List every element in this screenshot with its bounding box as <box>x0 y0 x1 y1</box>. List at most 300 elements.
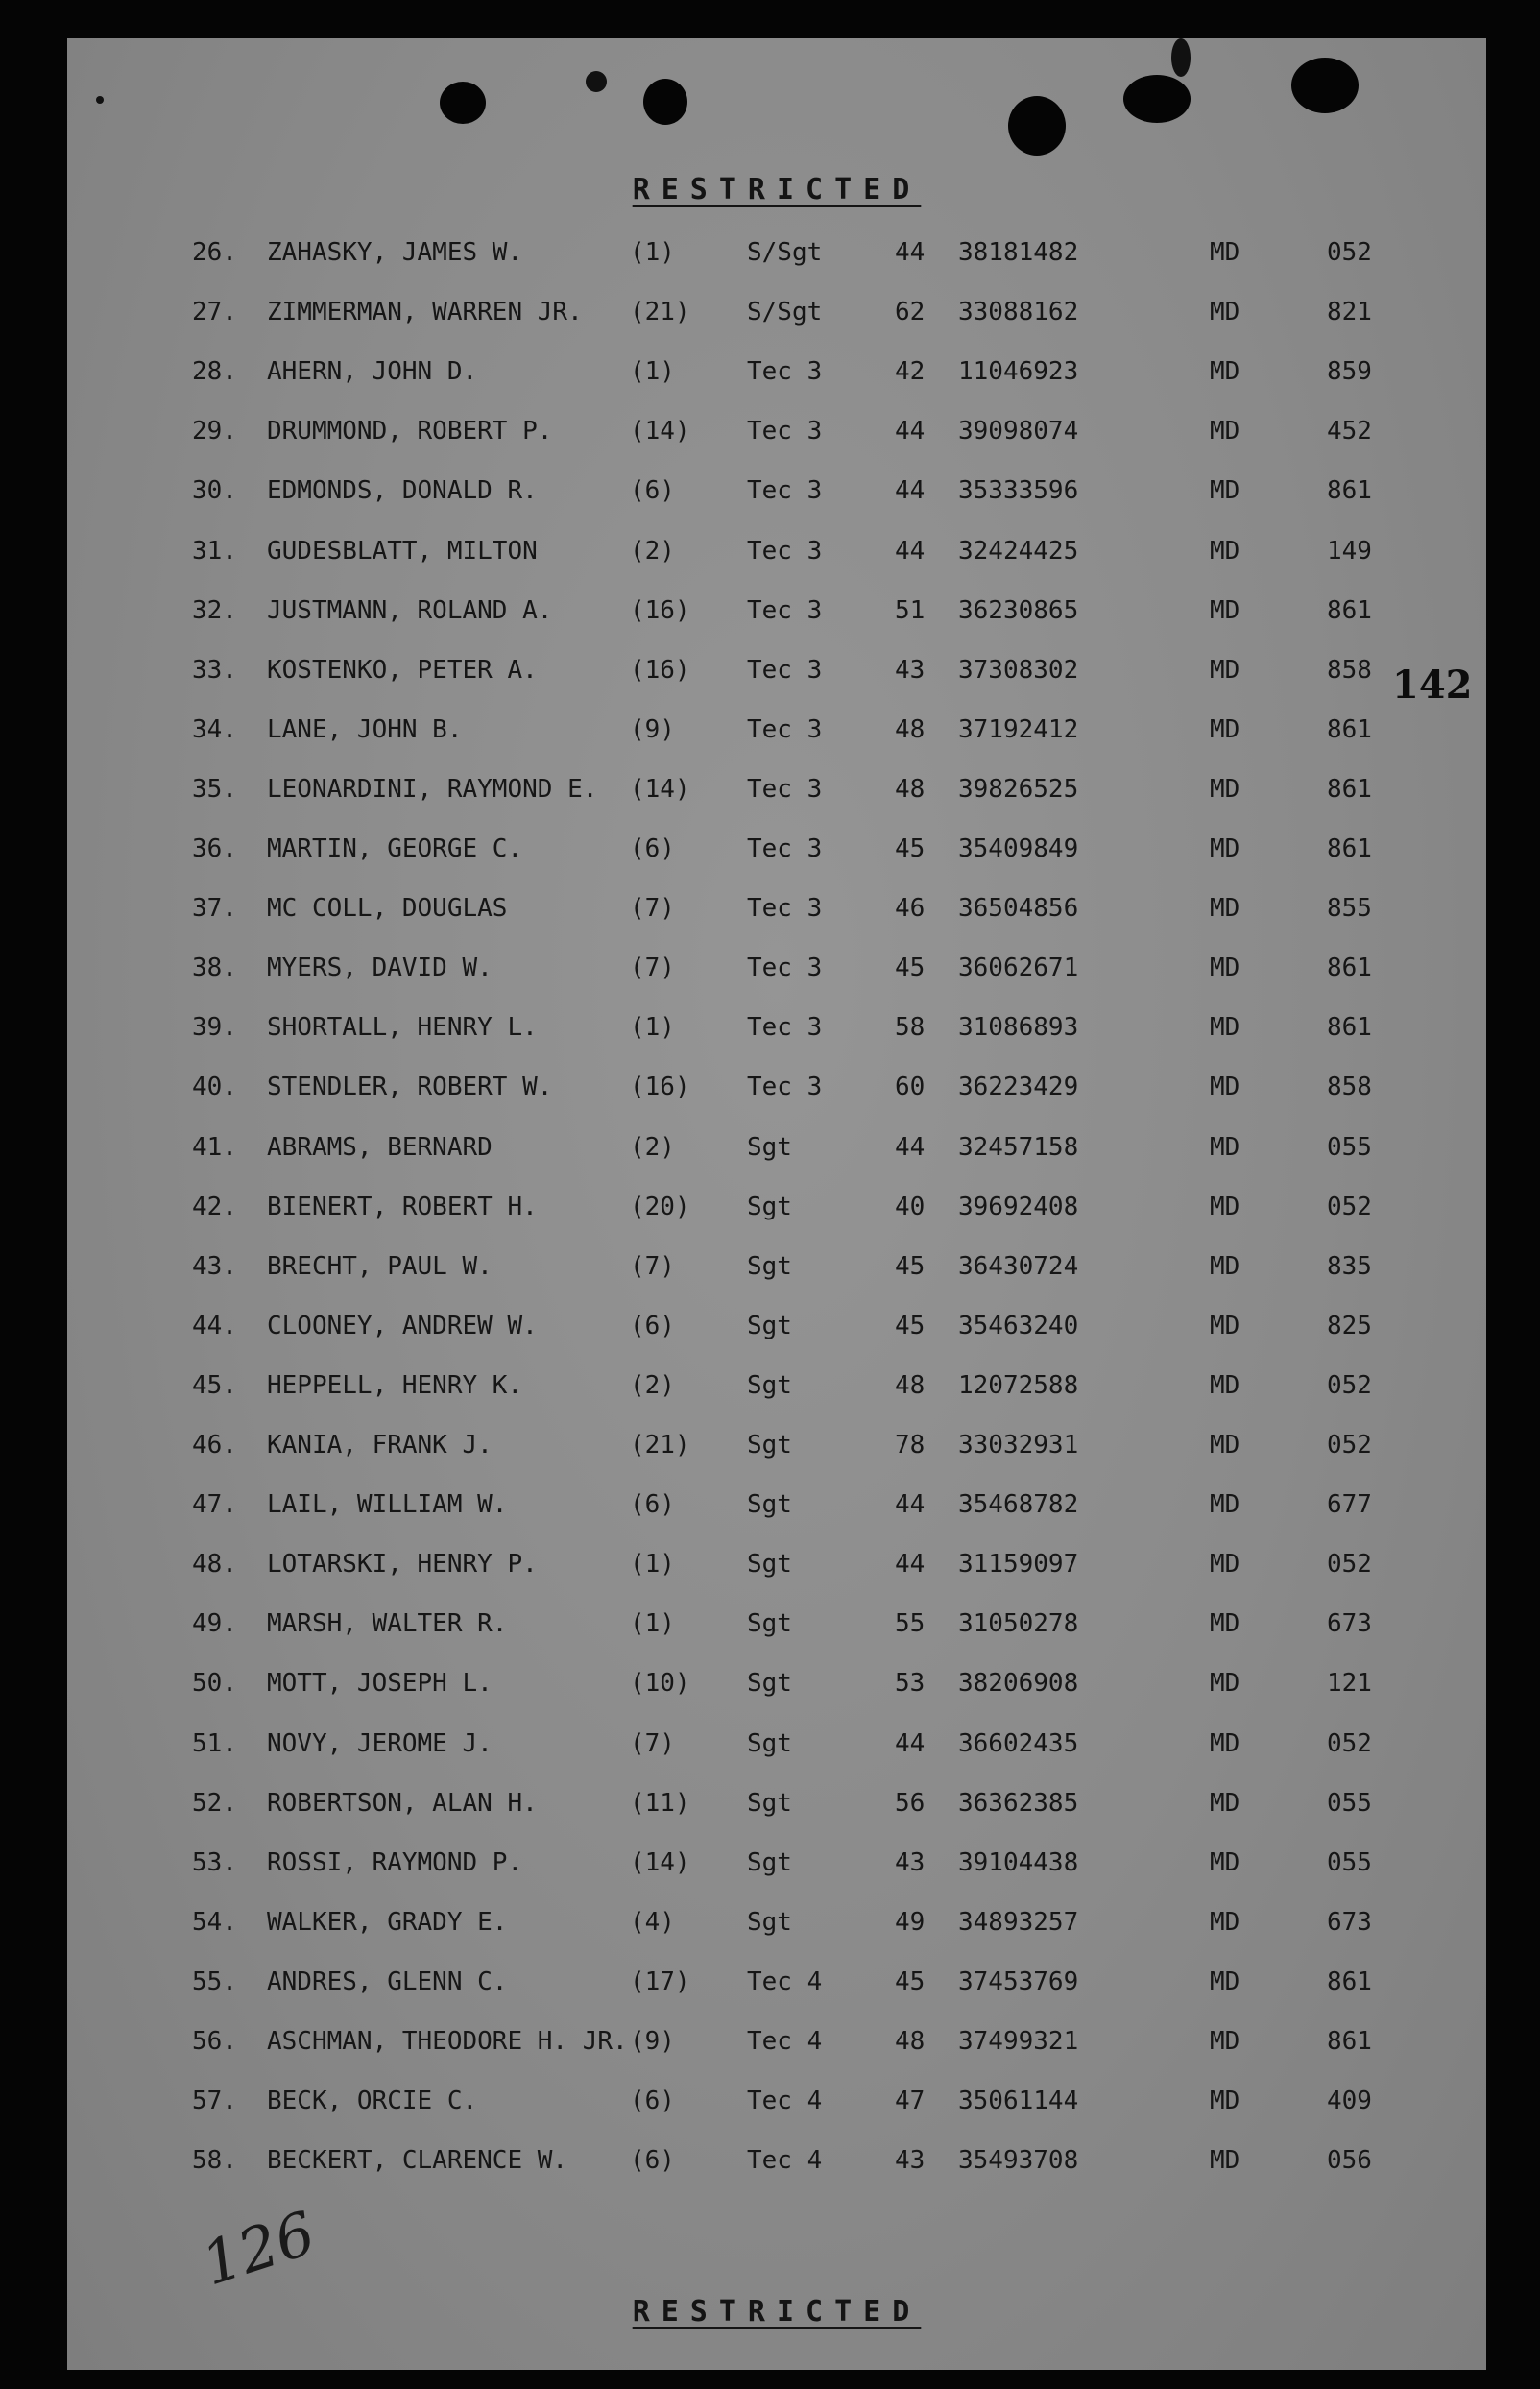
table-row <box>67 1358 1486 1413</box>
cell-unit: MD <box>1210 1132 1240 1162</box>
cell-serial: 34893257 <box>958 1907 1079 1937</box>
cell-number: 48. <box>192 1550 237 1580</box>
cell-number: 50. <box>192 1669 237 1699</box>
table-row <box>67 583 1486 639</box>
cell-serial: 38206908 <box>958 1669 1079 1699</box>
cell-serial: 37499321 <box>958 2027 1079 2056</box>
cell-rank: Sgt <box>747 1132 792 1162</box>
cell-number: 30. <box>192 476 237 506</box>
cell-code: (21) <box>630 1431 690 1460</box>
cell-mos: 052 <box>1327 238 1372 267</box>
cell-rank: Sgt <box>747 1490 792 1520</box>
cell-age: 44 <box>895 417 926 446</box>
cell-serial: 36230865 <box>958 595 1079 625</box>
cell-age: 45 <box>895 953 926 983</box>
cell-serial: 36504856 <box>958 894 1079 924</box>
cell-mos: 861 <box>1327 834 1372 863</box>
cell-code: (1) <box>630 1013 675 1043</box>
table-row <box>67 761 1486 817</box>
table-row <box>67 403 1486 459</box>
cell-unit: MD <box>1210 298 1240 327</box>
cell-unit: MD <box>1210 1788 1240 1818</box>
cell-mos: 858 <box>1327 655 1372 685</box>
cell-mos: 861 <box>1327 1967 1372 1996</box>
table-row <box>67 463 1486 519</box>
cell-name: AHERN, JOHN D. <box>267 357 478 387</box>
cell-number: 47. <box>192 1490 237 1520</box>
table-row <box>67 1716 1486 1772</box>
cell-serial: 12072588 <box>958 1370 1079 1400</box>
cell-number: 45. <box>192 1370 237 1400</box>
cell-unit: MD <box>1210 1013 1240 1043</box>
cell-name: BRECHT, PAUL W. <box>267 1251 493 1281</box>
cell-rank: Tec 3 <box>747 1013 823 1043</box>
cell-age: 45 <box>895 834 926 863</box>
cell-age: 44 <box>895 1728 926 1758</box>
cell-rank: Tec 3 <box>747 953 823 983</box>
cell-mos: 052 <box>1327 1728 1372 1758</box>
cell-code: (1) <box>630 357 675 387</box>
cell-number: 37. <box>192 894 237 924</box>
table-row <box>67 821 1486 877</box>
cell-rank: Sgt <box>747 1192 792 1221</box>
cell-mos: 052 <box>1327 1550 1372 1580</box>
cell-name: LOTARSKI, HENRY P. <box>267 1550 538 1580</box>
cell-mos: 409 <box>1327 2087 1372 2116</box>
cell-serial: 35061144 <box>958 2087 1079 2116</box>
cell-name: MC COLL, DOUGLAS <box>267 894 508 924</box>
cell-name: ASCHMAN, THEODORE H. JR. <box>267 2027 628 2056</box>
cell-unit: MD <box>1210 238 1240 267</box>
cell-mos: 677 <box>1327 1490 1372 1520</box>
table-row <box>67 642 1486 698</box>
cell-rank: Tec 3 <box>747 655 823 685</box>
cell-number: 33. <box>192 655 237 685</box>
cell-serial: 39826525 <box>958 774 1079 804</box>
cell-unit: MD <box>1210 2146 1240 2176</box>
cell-name: NOVY, JEROME J. <box>267 1728 493 1758</box>
cell-serial: 36362385 <box>958 1788 1079 1818</box>
cell-unit: MD <box>1210 357 1240 387</box>
cell-serial: 36223429 <box>958 1073 1079 1102</box>
cell-number: 56. <box>192 2027 237 2056</box>
cell-code: (16) <box>630 1073 690 1102</box>
cell-serial: 11046923 <box>958 357 1079 387</box>
cell-code: (14) <box>630 1847 690 1877</box>
cell-serial: 31086893 <box>958 1013 1079 1043</box>
cell-code: (2) <box>630 1132 675 1162</box>
table-row <box>67 1120 1486 1175</box>
cell-rank: Sgt <box>747 1431 792 1460</box>
cell-age: 55 <box>895 1609 926 1639</box>
cell-name: ANDRES, GLENN C. <box>267 1967 508 1996</box>
cell-rank: Tec 3 <box>747 894 823 924</box>
cell-code: (7) <box>630 1251 675 1281</box>
cell-mos: 055 <box>1327 1132 1372 1162</box>
cell-rank: Tec 3 <box>747 357 823 387</box>
cell-age: 44 <box>895 536 926 566</box>
cell-name: GUDESBLATT, MILTON <box>267 536 538 566</box>
cell-number: 26. <box>192 238 237 267</box>
cell-number: 38. <box>192 953 237 983</box>
cell-age: 60 <box>895 1073 926 1102</box>
cell-rank: Sgt <box>747 1370 792 1400</box>
cell-name: ROBERTSON, ALAN H. <box>267 1788 538 1818</box>
cell-code: (16) <box>630 595 690 625</box>
cell-serial: 37453769 <box>958 1967 1079 1996</box>
cell-serial: 31050278 <box>958 1609 1079 1639</box>
cell-serial: 32457158 <box>958 1132 1079 1162</box>
cell-age: 44 <box>895 238 926 267</box>
cell-unit: MD <box>1210 1847 1240 1877</box>
cell-code: (1) <box>630 1609 675 1639</box>
cell-name: ABRAMS, BERNARD <box>267 1132 493 1162</box>
cell-number: 40. <box>192 1073 237 1102</box>
cell-name: LEONARDINI, RAYMOND E. <box>267 774 598 804</box>
cell-unit: MD <box>1210 834 1240 863</box>
cell-number: 35. <box>192 774 237 804</box>
cell-number: 57. <box>192 2087 237 2116</box>
cell-mos: 855 <box>1327 894 1372 924</box>
cell-mos: 861 <box>1327 953 1372 983</box>
cell-rank: Tec 4 <box>747 2027 823 2056</box>
cell-age: 43 <box>895 2146 926 2176</box>
cell-number: 55. <box>192 1967 237 1996</box>
cell-rank: Tec 4 <box>747 1967 823 1996</box>
cell-code: (2) <box>630 536 675 566</box>
cell-serial: 37192412 <box>958 714 1079 744</box>
cell-number: 52. <box>192 1788 237 1818</box>
header-restricted-bottom: RESTRICTED <box>632 2295 922 2329</box>
cell-number: 43. <box>192 1251 237 1281</box>
cell-serial: 36062671 <box>958 953 1079 983</box>
cell-unit: MD <box>1210 1370 1240 1400</box>
cell-serial: 33032931 <box>958 1431 1079 1460</box>
cell-number: 32. <box>192 595 237 625</box>
document-page <box>67 38 1486 2370</box>
page-stamp-number: 142 <box>1392 663 1473 708</box>
cell-number: 53. <box>192 1847 237 1877</box>
cell-name: JUSTMANN, ROLAND A. <box>267 595 553 625</box>
cell-rank: Tec 3 <box>747 595 823 625</box>
cell-code: (14) <box>630 417 690 446</box>
cell-rank: Tec 3 <box>747 714 823 744</box>
cell-serial: 39104438 <box>958 1847 1079 1877</box>
cell-mos: 821 <box>1327 298 1372 327</box>
cell-number: 49. <box>192 1609 237 1639</box>
table-row <box>67 1059 1486 1115</box>
cell-code: (17) <box>630 1967 690 1996</box>
cell-serial: 35468782 <box>958 1490 1079 1520</box>
cell-serial: 36430724 <box>958 1251 1079 1281</box>
cell-code: (10) <box>630 1669 690 1699</box>
cell-code: (6) <box>630 834 675 863</box>
cell-number: 58. <box>192 2146 237 2176</box>
cell-code: (4) <box>630 1907 675 1937</box>
table-row <box>67 1894 1486 1950</box>
cell-unit: MD <box>1210 714 1240 744</box>
cell-age: 43 <box>895 1847 926 1877</box>
table-row <box>67 702 1486 758</box>
cell-mos: 835 <box>1327 1251 1372 1281</box>
table-row <box>67 1298 1486 1354</box>
table-row <box>67 1655 1486 1711</box>
cell-number: 27. <box>192 298 237 327</box>
cell-mos: 859 <box>1327 357 1372 387</box>
cell-age: 48 <box>895 714 926 744</box>
cell-rank: Sgt <box>747 1311 792 1340</box>
cell-name: LAIL, WILLIAM W. <box>267 1490 508 1520</box>
cell-name: MARSH, WALTER R. <box>267 1609 508 1639</box>
table-row <box>67 881 1486 936</box>
cell-code: (6) <box>630 2146 675 2176</box>
table-row <box>67 225 1486 280</box>
cell-age: 44 <box>895 1132 926 1162</box>
cell-code: (9) <box>630 714 675 744</box>
roster-table <box>67 38 1486 2370</box>
cell-name: BIENERT, ROBERT H. <box>267 1192 538 1221</box>
cell-number: 44. <box>192 1311 237 1340</box>
table-row <box>67 523 1486 579</box>
cell-serial: 35409849 <box>958 834 1079 863</box>
handwritten-number: 126 <box>193 2197 324 2300</box>
cell-rank: Sgt <box>747 1550 792 1580</box>
cell-code: (14) <box>630 774 690 804</box>
cell-mos: 052 <box>1327 1431 1372 1460</box>
table-row <box>67 1835 1486 1891</box>
cell-age: 42 <box>895 357 926 387</box>
cell-number: 31. <box>192 536 237 566</box>
cell-mos: 052 <box>1327 1370 1372 1400</box>
cell-rank: Sgt <box>747 1669 792 1699</box>
cell-rank: Tec 3 <box>747 834 823 863</box>
cell-name: CLOONEY, ANDREW W. <box>267 1311 538 1340</box>
cell-rank: Tec 3 <box>747 417 823 446</box>
cell-code: (6) <box>630 2087 675 2116</box>
cell-age: 45 <box>895 1311 926 1340</box>
cell-unit: MD <box>1210 1431 1240 1460</box>
cell-serial: 35333596 <box>958 476 1079 506</box>
cell-rank: S/Sgt <box>747 238 823 267</box>
cell-name: LANE, JOHN B. <box>267 714 463 744</box>
cell-name: KANIA, FRANK J. <box>267 1431 493 1460</box>
cell-code: (9) <box>630 2027 675 2056</box>
cell-rank: Tec 3 <box>747 1073 823 1102</box>
cell-unit: MD <box>1210 1311 1240 1340</box>
cell-unit: MD <box>1210 1669 1240 1699</box>
cell-age: 53 <box>895 1669 926 1699</box>
cell-mos: 149 <box>1327 536 1372 566</box>
cell-unit: MD <box>1210 1728 1240 1758</box>
cell-code: (11) <box>630 1788 690 1818</box>
cell-serial: 33088162 <box>958 298 1079 327</box>
cell-mos: 056 <box>1327 2146 1372 2176</box>
header-restricted-top: RESTRICTED <box>632 173 922 206</box>
cell-mos: 673 <box>1327 1907 1372 1937</box>
cell-serial: 35493708 <box>958 2146 1079 2176</box>
cell-code: (7) <box>630 953 675 983</box>
cell-number: 41. <box>192 1132 237 1162</box>
cell-mos: 861 <box>1327 476 1372 506</box>
cell-name: DRUMMOND, ROBERT P. <box>267 417 553 446</box>
cell-age: 43 <box>895 655 926 685</box>
cell-number: 54. <box>192 1907 237 1937</box>
table-row <box>67 940 1486 996</box>
cell-code: (21) <box>630 298 690 327</box>
cell-number: 36. <box>192 834 237 863</box>
cell-unit: MD <box>1210 595 1240 625</box>
cell-code: (6) <box>630 1311 675 1340</box>
cell-code: (1) <box>630 238 675 267</box>
cell-rank: Sgt <box>747 1907 792 1937</box>
table-row <box>67 1596 1486 1652</box>
cell-age: 45 <box>895 1251 926 1281</box>
cell-unit: MD <box>1210 2027 1240 2056</box>
cell-age: 45 <box>895 1967 926 1996</box>
cell-unit: MD <box>1210 1907 1240 1937</box>
cell-age: 44 <box>895 1550 926 1580</box>
cell-rank: Sgt <box>747 1728 792 1758</box>
cell-mos: 121 <box>1327 1669 1372 1699</box>
cell-mos: 673 <box>1327 1609 1372 1639</box>
cell-serial: 39692408 <box>958 1192 1079 1221</box>
cell-mos: 858 <box>1327 1073 1372 1102</box>
cell-number: 39. <box>192 1013 237 1043</box>
cell-name: MYERS, DAVID W. <box>267 953 493 983</box>
table-row <box>67 1954 1486 2010</box>
cell-unit: MD <box>1210 417 1240 446</box>
cell-unit: MD <box>1210 2087 1240 2116</box>
cell-serial: 32424425 <box>958 536 1079 566</box>
cell-name: KOSTENKO, PETER A. <box>267 655 538 685</box>
cell-mos: 825 <box>1327 1311 1372 1340</box>
cell-name: MOTT, JOSEPH L. <box>267 1669 493 1699</box>
table-row <box>67 284 1486 340</box>
cell-code: (6) <box>630 476 675 506</box>
cell-age: 58 <box>895 1013 926 1043</box>
cell-unit: MD <box>1210 774 1240 804</box>
cell-mos: 861 <box>1327 774 1372 804</box>
cell-unit: MD <box>1210 1609 1240 1639</box>
cell-mos: 861 <box>1327 1013 1372 1043</box>
cell-rank: Sgt <box>747 1251 792 1281</box>
cell-serial: 38181482 <box>958 238 1079 267</box>
table-row <box>67 1000 1486 1055</box>
cell-unit: MD <box>1210 655 1240 685</box>
cell-rank: Tec 3 <box>747 774 823 804</box>
cell-name: BECK, ORCIE C. <box>267 2087 478 2116</box>
cell-number: 51. <box>192 1728 237 1758</box>
table-row <box>67 1477 1486 1532</box>
cell-age: 44 <box>895 476 926 506</box>
cell-unit: MD <box>1210 1073 1240 1102</box>
cell-serial: 36602435 <box>958 1728 1079 1758</box>
cell-mos: 861 <box>1327 2027 1372 2056</box>
cell-age: 48 <box>895 774 926 804</box>
cell-age: 56 <box>895 1788 926 1818</box>
cell-unit: MD <box>1210 894 1240 924</box>
cell-code: (7) <box>630 894 675 924</box>
table-row <box>67 1417 1486 1473</box>
table-row <box>67 2133 1486 2188</box>
cell-unit: MD <box>1210 1251 1240 1281</box>
cell-unit: MD <box>1210 536 1240 566</box>
cell-rank: Tec 4 <box>747 2146 823 2176</box>
table-row <box>67 2073 1486 2129</box>
cell-rank: S/Sgt <box>747 298 823 327</box>
cell-rank: Tec 3 <box>747 476 823 506</box>
cell-age: 78 <box>895 1431 926 1460</box>
cell-code: (20) <box>630 1192 690 1221</box>
cell-serial: 35463240 <box>958 1311 1079 1340</box>
cell-serial: 39098074 <box>958 417 1079 446</box>
cell-code: (16) <box>630 655 690 685</box>
cell-rank: Tec 3 <box>747 536 823 566</box>
cell-age: 46 <box>895 894 926 924</box>
cell-unit: MD <box>1210 953 1240 983</box>
cell-mos: 052 <box>1327 1192 1372 1221</box>
cell-code: (2) <box>630 1370 675 1400</box>
cell-rank: Sgt <box>747 1847 792 1877</box>
cell-rank: Tec 4 <box>747 2087 823 2116</box>
cell-unit: MD <box>1210 1967 1240 1996</box>
cell-age: 40 <box>895 1192 926 1221</box>
cell-number: 46. <box>192 1431 237 1460</box>
cell-number: 34. <box>192 714 237 744</box>
cell-code: (7) <box>630 1728 675 1758</box>
table-row <box>67 1536 1486 1592</box>
cell-name: ZIMMERMAN, WARREN JR. <box>267 298 583 327</box>
cell-age: 49 <box>895 1907 926 1937</box>
cell-number: 29. <box>192 417 237 446</box>
cell-code: (1) <box>630 1550 675 1580</box>
table-row <box>67 2014 1486 2069</box>
table-row <box>67 1775 1486 1831</box>
cell-age: 48 <box>895 1370 926 1400</box>
cell-name: ROSSI, RAYMOND P. <box>267 1847 523 1877</box>
cell-number: 42. <box>192 1192 237 1221</box>
cell-unit: MD <box>1210 1490 1240 1520</box>
cell-age: 62 <box>895 298 926 327</box>
cell-rank: Sgt <box>747 1788 792 1818</box>
cell-number: 28. <box>192 357 237 387</box>
cell-age: 51 <box>895 595 926 625</box>
cell-age: 47 <box>895 2087 926 2116</box>
cell-mos: 861 <box>1327 595 1372 625</box>
cell-mos: 055 <box>1327 1788 1372 1818</box>
cell-unit: MD <box>1210 1192 1240 1221</box>
cell-name: SHORTALL, HENRY L. <box>267 1013 538 1043</box>
table-row <box>67 344 1486 399</box>
cell-code: (6) <box>630 1490 675 1520</box>
cell-name: HEPPELL, HENRY K. <box>267 1370 523 1400</box>
cell-name: BECKERT, CLARENCE W. <box>267 2146 568 2176</box>
cell-unit: MD <box>1210 476 1240 506</box>
cell-age: 48 <box>895 2027 926 2056</box>
cell-serial: 37308302 <box>958 655 1079 685</box>
cell-mos: 861 <box>1327 714 1372 744</box>
cell-unit: MD <box>1210 1550 1240 1580</box>
cell-name: ZAHASKY, JAMES W. <box>267 238 523 267</box>
cell-age: 44 <box>895 1490 926 1520</box>
cell-mos: 452 <box>1327 417 1372 446</box>
cell-serial: 31159097 <box>958 1550 1079 1580</box>
table-row <box>67 1239 1486 1294</box>
cell-name: WALKER, GRADY E. <box>267 1907 508 1937</box>
cell-mos: 055 <box>1327 1847 1372 1877</box>
cell-name: MARTIN, GEORGE C. <box>267 834 523 863</box>
cell-rank: Sgt <box>747 1609 792 1639</box>
